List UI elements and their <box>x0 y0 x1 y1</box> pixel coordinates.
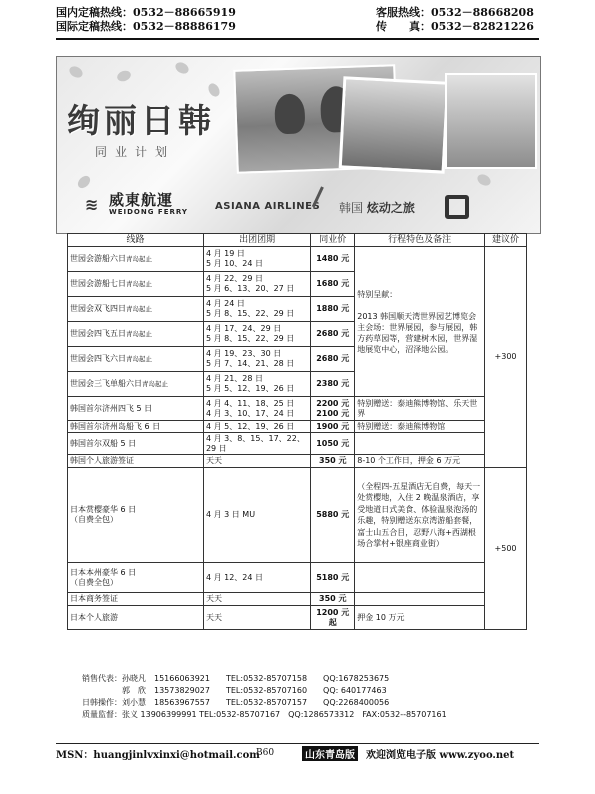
route-name: 世园会四飞五日 <box>70 329 126 338</box>
notes-cell: 押金 10 万元 <box>355 606 485 630</box>
dates-cell <box>203 347 310 372</box>
route-tag: （自费全包） <box>70 515 118 524</box>
route-cell: 韩国个人旅游签证 <box>68 455 204 468</box>
header-route: 线路 <box>68 234 204 247</box>
price-cell: 350 元 <box>311 593 355 606</box>
date-line: 4 月 19 日 <box>205 249 245 258</box>
route-tag: 青岛起止 <box>126 280 152 288</box>
route-tag: 青岛起止 <box>126 255 152 263</box>
sales-line: 质量监督：张义 13906399991 TEL:0532-85707167 QQ:1286573312 FAX:0532--85707161 <box>82 710 447 719</box>
table-row <box>68 433 527 455</box>
dates-cell: 4 月 12、24 日 <box>203 563 310 593</box>
banner-title: 绚丽日韩 <box>67 101 215 140</box>
route-cell: 韩国首尔济州四飞 5 日 <box>68 397 204 421</box>
dates-cell: 4 月 5、12、19、26 日 <box>203 421 310 433</box>
banner-subtitle: 同业计划 <box>95 145 176 159</box>
sales-line: 郭 欣 13573829027 TEL:0532-85707160 QQ: 640177463 <box>82 686 387 695</box>
promo-banner <box>56 56 541 234</box>
dates-cell: 4 月 3 日 MU <box>203 468 310 563</box>
dates-cell <box>203 433 310 455</box>
notes-cell <box>355 593 485 606</box>
msn-contact: MSN：huangjinlvxinxi@hotmail.com <box>56 750 260 761</box>
date-line: 4 月 17、24、29 日 <box>205 324 282 333</box>
route-cell <box>68 347 204 372</box>
date-line: 4 月 4、11、18、25 日 <box>205 398 295 408</box>
petal-decoration <box>67 64 84 80</box>
notes-cell <box>355 433 485 455</box>
route-cell <box>68 247 204 272</box>
price-cell: 1680 元 <box>311 272 355 297</box>
header-dates: 出团团期 <box>203 234 310 247</box>
price-line: 2200 元 <box>316 398 350 408</box>
suggested-korea-cell: +300 <box>485 247 527 468</box>
korea-square-icon <box>445 195 469 219</box>
weidong-name-cn: 威東航運 <box>109 191 174 209</box>
hotline-right <box>376 6 534 34</box>
price-cell: 2680 元 <box>311 347 355 372</box>
sales-contacts <box>82 673 447 721</box>
price-cell: 5180 元 <box>311 563 355 593</box>
price-cell <box>311 397 355 421</box>
city-stream-photo <box>445 73 537 169</box>
route-name: 世园会游船六日 <box>70 254 126 263</box>
korea-slogan: 炫动之旅 <box>366 201 415 215</box>
date-line: 29 日 <box>205 443 227 453</box>
route-tag: 青岛起止 <box>126 330 152 338</box>
route-cell: 韩国首尔双船 5 日 <box>68 433 204 455</box>
price-cell: 350 元 <box>311 455 355 468</box>
korea-tourism-logo <box>339 199 415 216</box>
weidong-name-en: WEIDONG FERRY <box>109 208 188 216</box>
weidong-mark-icon: ≋ <box>85 195 99 214</box>
tour-price-table <box>67 233 527 630</box>
route-cell <box>68 468 204 563</box>
route-cell <box>68 272 204 297</box>
page-number: B60 <box>256 748 275 758</box>
petal-decoration <box>173 60 190 76</box>
route-tag: 青岛起止 <box>126 305 152 313</box>
route-name: 世园会游船七日 <box>70 279 126 288</box>
price-cell: 2380 元 <box>311 372 355 397</box>
price-cell: 5880 元 <box>311 468 355 563</box>
notes-cell: 特别赠送：泰迪熊博物馆、乐天世界 <box>355 397 485 421</box>
notes-cell: 8-10 个工作日，押金 6 万元 <box>355 455 485 468</box>
route-name: 世园会双飞四日 <box>70 304 126 313</box>
route-name: 日本赏樱豪华 6 日 <box>70 505 137 514</box>
dates-cell: 天天 <box>203 606 310 630</box>
suggested-japan-cell: +500 <box>485 468 527 630</box>
expo-notes-cell: 特别呈献： 2013 韩国顺天湾世界园艺博览会主会场：世界展园，参与展园，韩方药草园等，营建树木园，世界湿地展览中心，沼泽地公园。 <box>355 247 485 397</box>
hotline-left <box>56 6 236 34</box>
price-line: 2100 元 <box>316 408 350 418</box>
table-row <box>68 563 527 593</box>
route-name: 世园会四飞六日 <box>70 354 126 363</box>
price-cell: 1900 元 <box>311 421 355 433</box>
price-cell: 1200 元起 <box>311 606 355 630</box>
date-line: 5 月 6、13、20、27 日 <box>205 284 295 293</box>
dates-cell <box>203 247 310 272</box>
date-line: 4 月 22、29 日 <box>205 274 264 283</box>
header-notes: 行程特色及备注 <box>355 234 485 247</box>
table-row <box>68 606 527 630</box>
edition-badge: 山东青岛版 <box>302 746 358 761</box>
date-line: 5 月 10、24 日 <box>205 259 264 268</box>
header-price: 同业价 <box>311 234 355 247</box>
notes-cell <box>355 563 485 593</box>
international-hotline: 国际定稿热线：0532－88886179 <box>56 20 236 33</box>
table-row <box>68 593 527 606</box>
price-cell: 1480 元 <box>311 247 355 272</box>
dates-cell <box>203 372 310 397</box>
dates-cell <box>203 297 310 322</box>
table-row <box>68 468 527 563</box>
dates-cell <box>203 397 310 421</box>
dates-cell: 天天 <box>203 455 310 468</box>
table-row <box>68 455 527 468</box>
korea-prefix: 韩国 <box>339 201 364 215</box>
date-line: 4 月 3、8、15、17、22、 <box>205 433 305 443</box>
table-row <box>68 247 527 272</box>
route-cell: 日本商务签证 <box>68 593 204 606</box>
dates-cell <box>203 322 310 347</box>
date-line: 5 月 8、15、22、29 日 <box>205 309 295 318</box>
weidong-ferry-logo <box>85 189 195 219</box>
asiana-airlines-logo: ASIANA AIRLINES <box>215 201 321 212</box>
table-header-row <box>68 234 527 247</box>
price-cell: 1880 元 <box>311 297 355 322</box>
route-tag: 青岛起止 <box>142 380 168 388</box>
notes-cell: （全程四-五星酒店无自费，每天一处赏樱地，入住 2 晚温泉酒店，享受地道日式美食、体验温泉泡汤的乐趣，特别赠送东京湾游船套餐，富士山五合目，忍野八海+西湖根场合掌村+银座商业街） <box>355 468 485 563</box>
date-line: 4 月 19、23、30 日 <box>205 349 282 358</box>
route-cell <box>68 297 204 322</box>
date-line: 5 月 5、12、19、26 日 <box>205 384 295 393</box>
petal-decoration <box>116 69 133 83</box>
sales-line: 日韩操作：刘小慧 18563967557 TEL:0532-85707157 QQ:2268400056 <box>82 698 390 707</box>
petal-decoration <box>76 174 93 191</box>
dates-cell <box>203 272 310 297</box>
person-silhouette <box>274 93 305 134</box>
route-cell <box>68 372 204 397</box>
route-cell: 韩国首尔济州岛船飞 6 日 <box>68 421 204 433</box>
price-cell: 1050 元 <box>311 433 355 455</box>
footer-rule <box>56 743 539 744</box>
date-line: 4 月 21、28 日 <box>205 374 264 383</box>
date-line: 5 月 8、15、22、29 日 <box>205 334 295 343</box>
route-tag: （自费全包） <box>70 577 118 587</box>
table-row <box>68 421 527 433</box>
route-cell <box>68 322 204 347</box>
petal-decoration <box>475 172 492 188</box>
route-name: 日本本州豪华 6 日 <box>70 567 137 577</box>
winter-scene-photo <box>339 76 450 173</box>
dates-cell: 天天 <box>203 593 310 606</box>
date-line: 4 月 3、10、17、24 日 <box>205 408 295 418</box>
route-name: 世园会三飞单船六日 <box>70 379 142 388</box>
sales-line: 销售代表：孙晓凡 15166063921 TEL:0532-85707158 QQ:1678253675 <box>82 674 390 683</box>
route-cell: 日本个人旅游 <box>68 606 204 630</box>
date-line: 5 月 7、14、21、28 日 <box>205 359 295 368</box>
fax-number: 传 真：0532－82821226 <box>376 20 534 33</box>
service-hotline: 客服热线：0532－88668208 <box>376 6 534 19</box>
header-rule <box>56 38 539 40</box>
domestic-hotline: 国内定稿热线：0532－88665919 <box>56 6 236 19</box>
header-suggested: 建议价 <box>485 234 527 247</box>
table-row <box>68 397 527 421</box>
route-cell <box>68 563 204 593</box>
website-link[interactable]: 欢迎浏览电子版 www.zyoo.net <box>366 750 515 761</box>
route-tag: 青岛起止 <box>126 355 152 363</box>
notes-cell: 特别赠送：泰迪熊博物馆 <box>355 421 485 433</box>
date-line: 4 月 24 日 <box>205 299 245 308</box>
price-cell: 2680 元 <box>311 322 355 347</box>
